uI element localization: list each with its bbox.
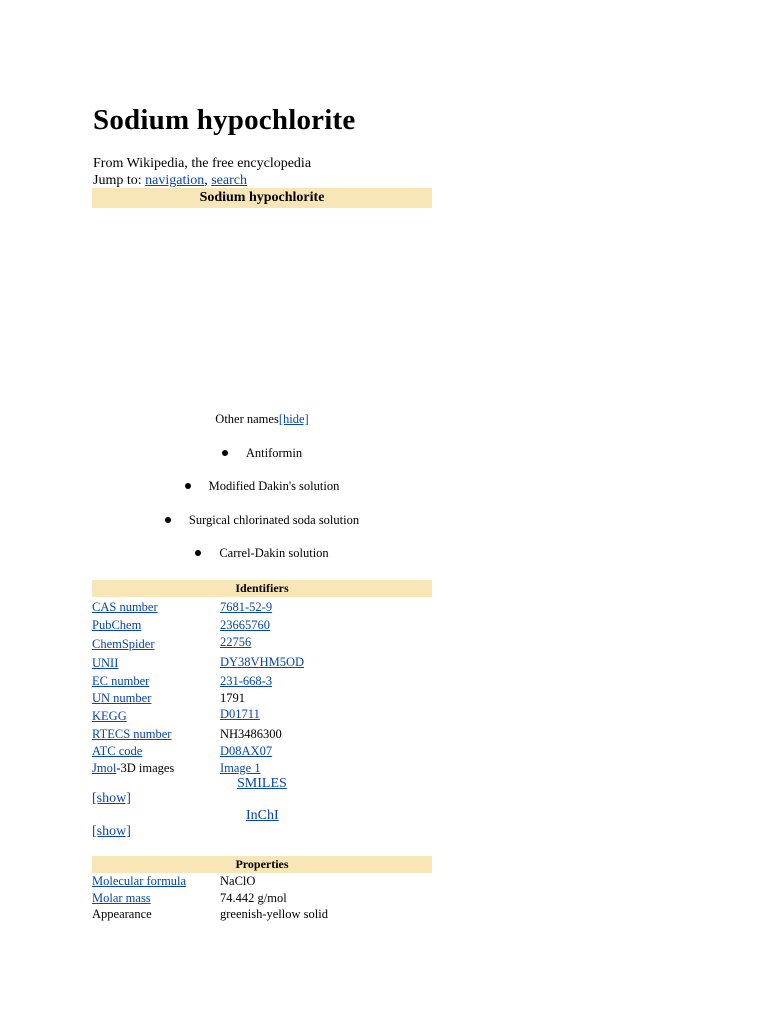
property-key[interactable]: Molar mass xyxy=(92,891,151,905)
show-inchi-link[interactable]: [show] xyxy=(92,824,131,839)
identifiers-header: Identifiers xyxy=(92,580,432,597)
identifier-row xyxy=(92,725,432,743)
property-row xyxy=(92,905,432,923)
identifier-row xyxy=(92,654,432,672)
identifier-key[interactable]: KEGG xyxy=(92,709,127,723)
property-value: NaClO xyxy=(220,874,256,888)
identifier-key[interactable]: ChemSpider xyxy=(92,637,155,651)
property-value: greenish-yellow solid xyxy=(220,907,328,921)
show-smiles-link[interactable]: [show] xyxy=(92,791,131,806)
other-name-item: Modified Dakin's solution xyxy=(92,479,432,494)
identifier-row xyxy=(92,616,432,634)
page-title: Sodium hypochlorite xyxy=(93,104,356,136)
other-name-item: Antiformin xyxy=(92,446,432,461)
identifier-key[interactable]: EC number xyxy=(92,674,150,688)
property-row xyxy=(92,872,432,890)
identifier-key[interactable]: ATC code xyxy=(92,744,143,758)
other-names-row xyxy=(92,412,432,427)
properties-header: Properties xyxy=(92,856,432,873)
identifier-value[interactable]: 23665760 xyxy=(220,618,270,632)
identifier-row xyxy=(92,759,432,777)
jump-to-bar xyxy=(93,172,247,189)
identifier-value[interactable]: 231-668-3 xyxy=(220,674,273,688)
property-key[interactable]: Molecular formula xyxy=(92,874,187,888)
identifier-row xyxy=(92,598,432,616)
identifier-value[interactable]: Image 1 xyxy=(220,761,261,775)
identifier-value[interactable]: DY38VHM5OD xyxy=(220,655,305,669)
other-name-item: Carrel-Dakin solution xyxy=(92,546,432,561)
navigation-link[interactable]: navigation xyxy=(145,173,205,188)
inchi-link[interactable]: InChI xyxy=(246,808,279,823)
identifier-key[interactable]: RTECS number xyxy=(92,727,172,741)
identifier-row xyxy=(92,689,432,707)
property-key: Appearance xyxy=(92,907,152,921)
identifier-value: NH3486300 xyxy=(220,727,282,741)
identifier-key xyxy=(92,759,174,777)
identifier-value: 1791 xyxy=(220,691,245,705)
identifier-key[interactable]: PubChem xyxy=(92,618,142,632)
identifier-value[interactable]: D01711 xyxy=(220,707,260,721)
identifier-row xyxy=(92,742,432,760)
other-name-item: Surgical chlorinated soda solution xyxy=(92,513,432,528)
identifier-value[interactable]: 7681-52-9 xyxy=(220,600,273,614)
hide-link[interactable]: [hide] xyxy=(278,412,309,426)
infobox-title: Sodium hypochlorite xyxy=(92,188,432,208)
bullet-icon xyxy=(222,450,228,456)
tagline: From Wikipedia, the free encyclopedia xyxy=(93,156,312,171)
identifier-key[interactable]: UN number xyxy=(92,691,152,705)
bullet-icon xyxy=(165,517,171,523)
identifier-value[interactable]: 22756 xyxy=(220,635,252,649)
other-names-label: Other names xyxy=(215,412,279,426)
identifier-row xyxy=(92,635,432,653)
identifier-key[interactable]: CAS number xyxy=(92,600,158,614)
bullet-icon xyxy=(185,483,191,489)
identifier-row xyxy=(92,672,432,690)
search-link[interactable]: search xyxy=(211,173,247,188)
property-value: 74.442 g/mol xyxy=(220,891,287,905)
jmol-link[interactable]: Jmol xyxy=(92,761,117,775)
smiles-link[interactable]: SMILES xyxy=(237,776,287,791)
jump-to-label: Jump to: xyxy=(93,173,142,188)
identifier-row xyxy=(92,707,432,725)
identifier-value[interactable]: D08AX07 xyxy=(220,744,273,758)
jump-separator: , xyxy=(204,173,208,188)
bullet-icon xyxy=(195,550,201,556)
jmol-suffix: -3D images xyxy=(116,761,175,775)
identifier-key[interactable]: UNII xyxy=(92,656,119,670)
